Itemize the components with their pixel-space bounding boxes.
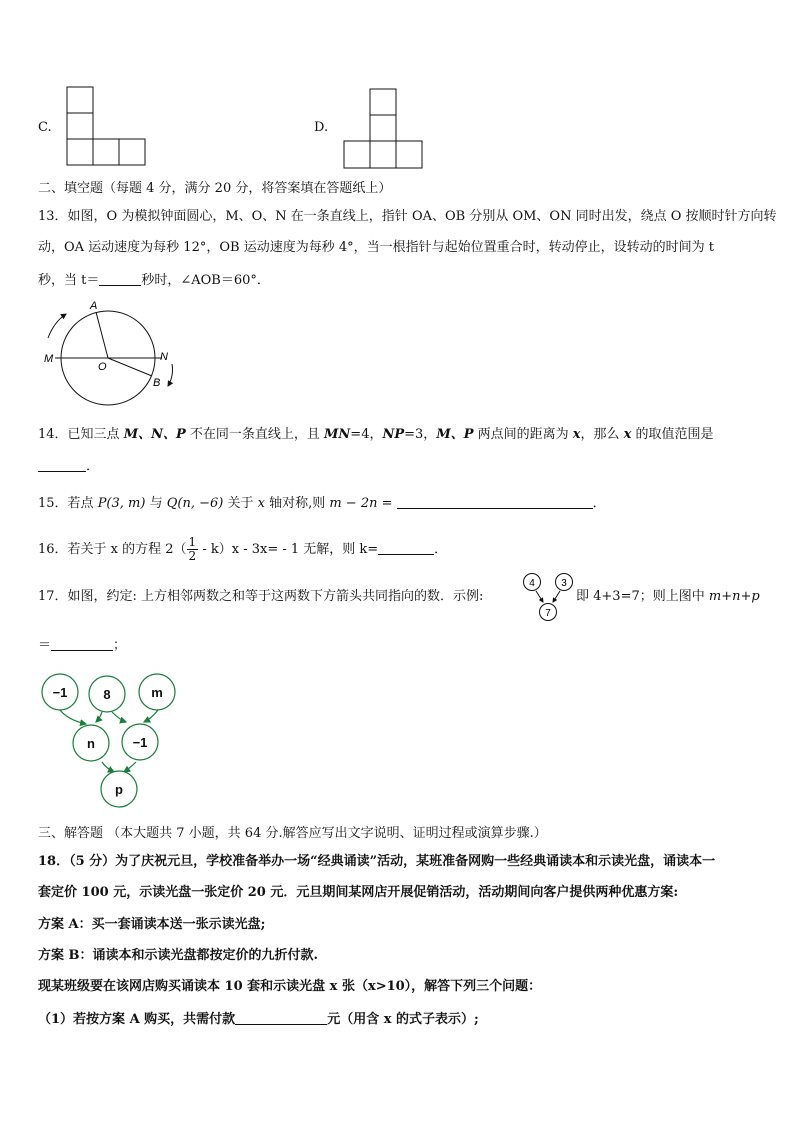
q13-answer-blank[interactable]	[99, 271, 141, 286]
q15-pre: 15．若点	[38, 496, 98, 511]
tree-value-top-2: 8	[103, 687, 111, 702]
q14-x: x	[572, 427, 581, 442]
q15-point-p: P(3, m)	[97, 496, 146, 511]
q17-line2	[38, 636, 126, 655]
q18-part1	[38, 1010, 479, 1029]
example-b-value: 3	[561, 578, 567, 589]
q14-answer-blank[interactable]	[38, 457, 86, 472]
q13-clock-figure	[40, 296, 185, 411]
label-o: O	[98, 361, 107, 373]
q16-frac-den: 2	[188, 549, 197, 563]
label-m: M	[44, 353, 54, 365]
example-a-value: 4	[529, 578, 535, 589]
option-c-figure	[66, 86, 150, 166]
q17-example-figure	[520, 572, 578, 624]
q15-mid2: 关于	[223, 496, 258, 511]
q18-part1-post: 元（用含 x 的式子表示）;	[327, 1012, 479, 1027]
q15-expression: m − 2n	[329, 496, 378, 511]
q14-text-g: 的取值范围是	[631, 427, 714, 442]
q14-x2: x	[623, 427, 632, 442]
q14-line1	[38, 426, 714, 444]
section2-heading: 二、填空题（每题 4 分，满分 20 分，将答案填在答题纸上）	[38, 181, 392, 196]
option-d-label: D.	[314, 120, 329, 135]
q13-line2: 动，OA 运动速度为每秒 12°，OB 运动速度为每秒 4°，当一根指针与起始位置重合时，转动停止，设转动的时间为 t	[38, 240, 714, 255]
q14-mp: M、P	[436, 427, 474, 442]
q15-equals: =	[377, 496, 397, 511]
q15-mid1: 与	[145, 496, 167, 511]
q14-np: NP	[382, 427, 405, 442]
tree-value-mid-2: −1	[132, 735, 148, 750]
tree-value-top-1: −1	[52, 685, 68, 700]
q13-line1: 13．如图，O 为模拟钟面圆心，M、O、N 在一条直线上，指针 OA、OB 分别从 OM、ON 同时出发，绕点 O 按顺时针方向转	[38, 209, 777, 224]
q18-plan-b: 方案 B：诵读本和示读光盘都按定价的九折付款.	[38, 948, 319, 963]
q13-line3-pre: 秒，当 t＝	[38, 273, 100, 288]
q17-line2-pre: ＝	[38, 638, 52, 653]
q15-answer-blank[interactable]	[397, 494, 593, 509]
q18-part1-answer-blank[interactable]	[235, 1010, 327, 1025]
q14-text-d: =3，	[404, 427, 437, 442]
q14-text-f: ，那么	[580, 427, 624, 442]
q16-end: ．	[434, 542, 448, 557]
hand-ob	[108, 358, 152, 376]
option-c-label: C.	[38, 120, 52, 135]
q17-answer-blank[interactable]	[51, 636, 113, 651]
q15-mid3: 轴对称,则	[264, 496, 330, 511]
q18-line1: 18．（5 分）为了庆祝元旦，学校准备举办一场“经典诵读”活动，某班准备网购一些经典诵读本和示读光盘，诵读本一	[38, 854, 716, 869]
q16-fraction	[187, 536, 199, 563]
arrow-b-direction	[168, 364, 173, 386]
q14-line2	[38, 457, 99, 476]
q16-frac-num: 1	[188, 535, 197, 549]
q16-answer-blank[interactable]	[378, 540, 434, 555]
example-c-value: 7	[545, 608, 551, 619]
q17-tree-figure	[40, 670, 190, 812]
q14-mn: MN	[324, 427, 351, 442]
q13-line3	[38, 271, 270, 290]
q15-post: ．	[592, 496, 606, 511]
q14-text-a: 14．已知三点	[38, 427, 124, 442]
section3-heading: 三、解答题 （本大题共 7 小题，共 64 分.解答应写出文字说明、证明过程或演算步骤.）	[38, 826, 547, 841]
label-n: N	[160, 351, 168, 363]
q18-part1-pre: （1）若按方案 A 购买，共需付款	[38, 1012, 236, 1027]
arrow-a-direction	[48, 314, 66, 338]
option-d-figure	[343, 88, 425, 170]
q17-line1-post	[576, 588, 760, 606]
q15-point-q: Q(n, −6)	[166, 496, 224, 511]
q16-post-frac: - k）x - 3x= - 1 无解，则 k=	[198, 542, 379, 557]
q18-plan-a: 方案 A：买一套诵读本送一张示读光盘;	[38, 917, 266, 932]
q14-text-e: 两点间的距离为	[473, 427, 573, 442]
q18-line2: 套定价 100 元，示读光盘一张定价 20 元．元旦期间某网店开展促销活动，活动期间向客户提供两种优惠方案:	[38, 885, 679, 900]
q18-line5: 现某班级要在该网店购买诵读本 10 套和示读光盘 x 张（x>10），解答下列三个问题：	[38, 979, 542, 994]
q17-line2-post: ；	[113, 638, 127, 653]
q16-line	[38, 536, 447, 563]
hand-oa	[96, 312, 108, 358]
q17-mnp: m+n+p	[708, 589, 760, 604]
q14-text-c: =4，	[350, 427, 383, 442]
tree-value-mid-1: n	[87, 736, 95, 751]
label-a: A	[90, 300, 98, 312]
q14-text-b: 不在同一条直线上，且	[185, 427, 325, 442]
q17-line1-pre: 17．如图，约定: 上方相邻两数之和等于这两数下方箭头共同指向的数．示例:	[38, 589, 484, 604]
q15-axis: x	[257, 496, 265, 511]
q16-pre: 16．若关于 x 的方程 2（	[38, 542, 187, 557]
q17-post-example: 即 4+3=7；则上图中	[576, 589, 709, 604]
label-b: B	[153, 377, 161, 389]
tree-value-top-3: m	[151, 685, 163, 700]
q14-points-mnp: M、N、P	[123, 427, 186, 442]
q15-line	[38, 494, 606, 513]
tree-value-bottom: p	[115, 782, 123, 797]
q13-line3-post: 秒时，∠AOB＝60°．	[141, 273, 270, 288]
q14-line2-post: ．	[86, 459, 100, 474]
